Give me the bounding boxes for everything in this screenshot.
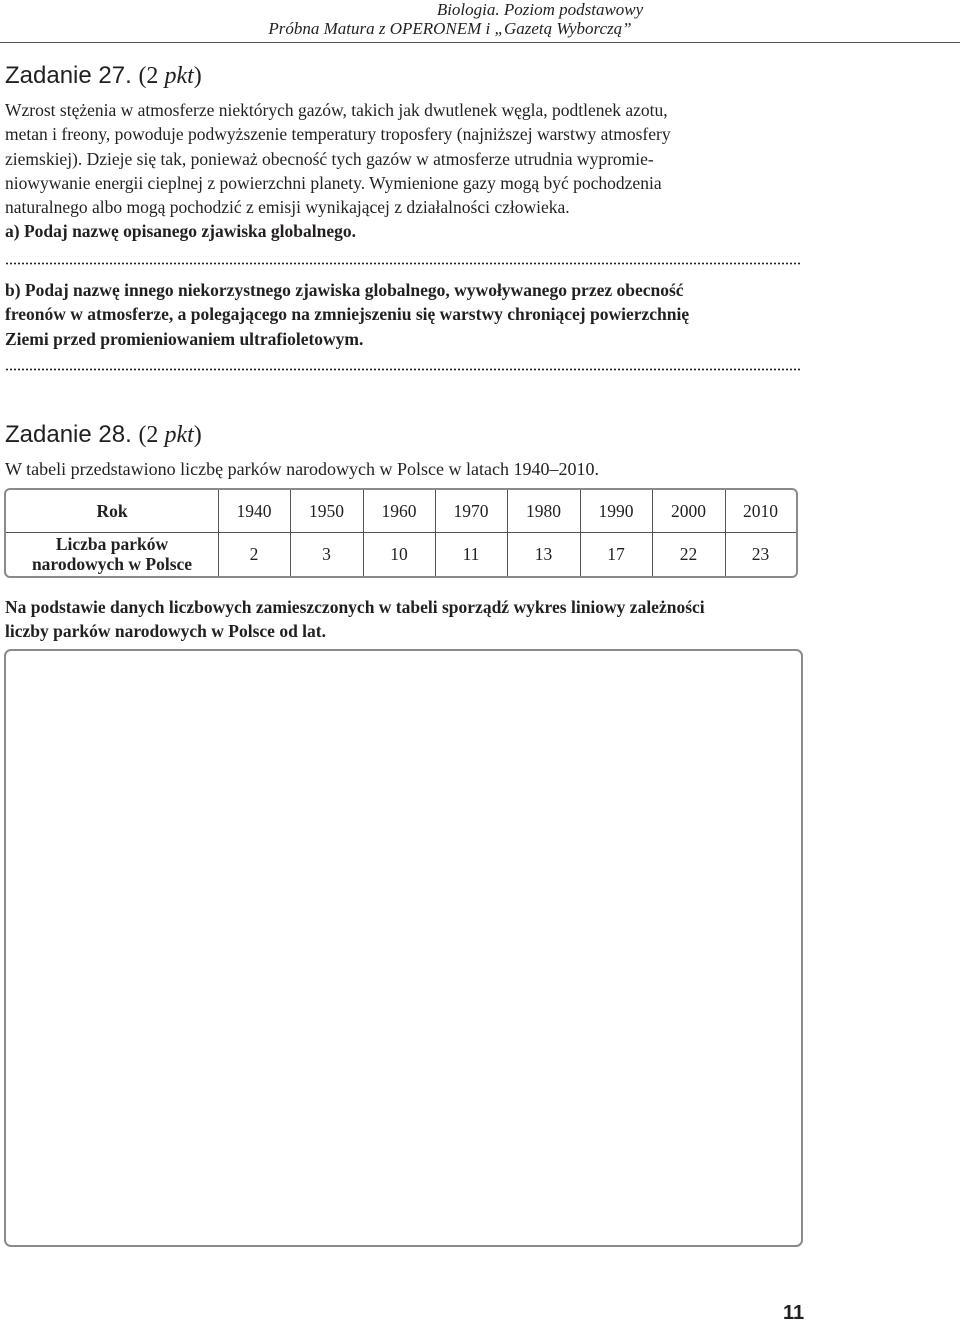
points-close: ) — [193, 422, 202, 448]
table-cell-year: 2000 — [671, 500, 706, 521]
table-cell-year: 1940 — [236, 500, 272, 521]
answer-line-a[interactable] — [5, 262, 800, 265]
table-cell-count: 17 — [607, 543, 625, 564]
table-cell-count: 10 — [390, 543, 408, 564]
table-cell-count: 3 — [322, 543, 331, 564]
task-28-points — [138, 422, 201, 448]
page-header — [0, 0, 960, 44]
task-27-line: niowywanie energii cieplnej z powierzchni planety. Wymienione gazy mogą być pochodzenia — [5, 172, 662, 193]
task-27-title — [5, 62, 202, 90]
table-cell-count: 22 — [679, 543, 698, 564]
points-unit: pkt — [164, 63, 194, 89]
header-subject: Biologia. Poziom podstawowy — [436, 0, 644, 19]
table-cell-year: 1980 — [526, 500, 561, 521]
points-unit: pkt — [164, 422, 194, 448]
page-number: 11 — [783, 1302, 805, 1324]
task-27-line: ziemskiej). Dzieje się tak, ponieważ obecność tych gazów w atmosferze utrudnia wypromie- — [5, 148, 654, 169]
header-exam-name: Próbna Matura z OPERONEM i „Gazetą Wyborczą” — [268, 19, 632, 38]
points-open: (2 — [138, 63, 165, 89]
question-b-line: Ziemi przed promieniowaniem ultrafioletowym. — [5, 328, 364, 349]
parks-table — [4, 488, 798, 578]
instruction-line: Na podstawie danych liczbowych zamieszczonych w tabeli sporządź wykres liniowy zależności — [5, 597, 705, 617]
question-b-line: freonów w atmosferze, a polegającego na zmniejszeniu się warstwy chroniącej powierzchnię — [5, 304, 690, 325]
table-header-year: Rok — [96, 500, 128, 521]
task-27-question-a: a) Podaj nazwę opisanego zjawiska globalnego. — [5, 221, 356, 242]
table-cell-count: 11 — [462, 543, 480, 564]
chart-answer-box[interactable] — [4, 649, 803, 1247]
table-cell-year: 2010 — [743, 500, 778, 521]
instruction-line: liczby parków narodowych w Polsce od lat. — [5, 621, 326, 642]
table-cell-count: 13 — [534, 543, 553, 564]
table-header-count-line: narodowych w Polsce — [31, 554, 193, 574]
table-cell-year: 1960 — [381, 500, 417, 521]
table-cell-year: 1990 — [598, 500, 634, 521]
task-27-line: Wzrost stężenia w atmosferze niektórych gazów, takich jak dwutlenek węgla, podtlenek azotu, — [5, 100, 668, 120]
task-28-label: Zadanie 28. — [5, 421, 132, 448]
task-27-text — [5, 98, 805, 244]
task-27-line: metan i freony, powoduje podwyższenie temperatury troposfery (najniższej warstwy atmosfery — [5, 124, 671, 145]
table-cell-count: 23 — [751, 543, 770, 564]
task-27-question-b — [5, 278, 805, 351]
table-header-count — [6, 532, 218, 576]
question-b-line: b) Podaj nazwę innego niekorzystnego zjawiska globalnego, wywoływanego przez obecność — [5, 280, 684, 300]
task-27-points — [138, 63, 201, 89]
task-27-label: Zadanie 27. — [5, 62, 132, 89]
points-open: (2 — [138, 422, 165, 448]
table-cell-count: 2 — [249, 543, 259, 564]
table-header-count-line: Liczba parków — [55, 534, 169, 554]
table-cell-year: 1970 — [453, 500, 489, 521]
table-cell-year: 1950 — [309, 500, 344, 521]
header-rule — [0, 42, 960, 43]
answer-line-b[interactable] — [5, 368, 800, 371]
points-close: ) — [193, 63, 202, 89]
task-28-intro: W tabeli przedstawiono liczbę parków narodowych w Polsce w latach 1940–2010. — [5, 459, 599, 479]
task-28-title — [5, 421, 202, 449]
task-27-line: naturalnego albo mogą pochodzić z emisji wynikającej z działalności człowieka. — [5, 197, 570, 218]
task-28-instruction — [5, 595, 805, 644]
